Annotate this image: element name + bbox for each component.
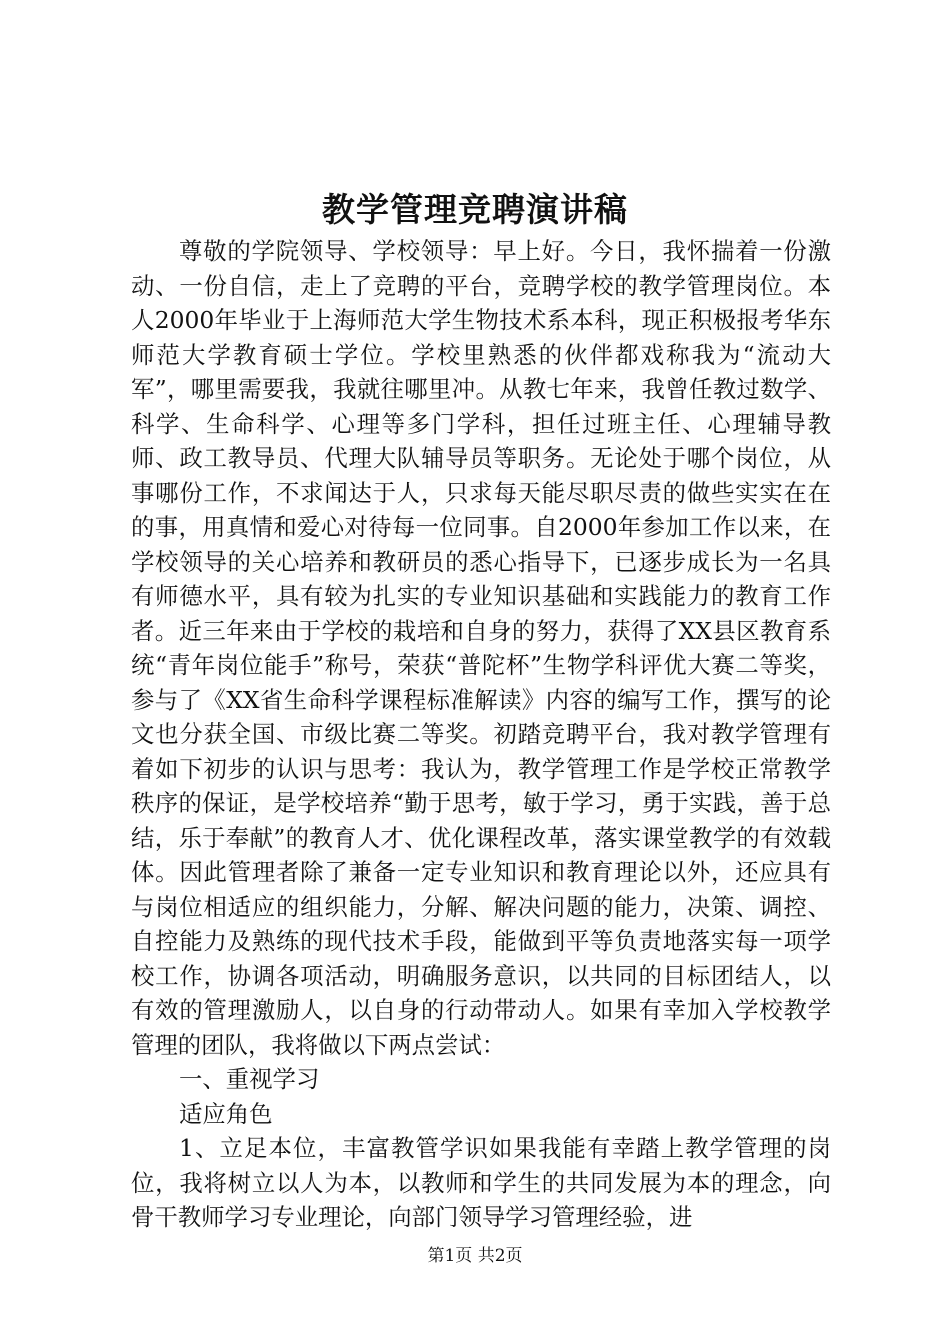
paragraph-point-1: 1、立足本位，丰富教管学识如果我能有幸踏上教学管理的岗位，我将树立以人为本，以教师和学生的共同发展为本的理念，向骨干教师学习专业理论，向部门领导学习管理经验，进 — [131, 1134, 831, 1231]
paragraph-intro: 尊敬的学院领导、学校领导：早上好。今日，我怀揣着一份激动、一份自信，走上了竞聘的平台，竞聘学校的教学管理岗位。本人2000年毕业于上海师范大学生物技术系本科，现正积极报考华东师范大学教育硕士学位。学校里熟悉的伙伴都戏称我为“流动大军”，哪里需要我，我就往哪里冲。从教七年来，我曾任教过数学、科学、生命科学、心理等多门学科，担任过班主任、心理辅导教师、政工教导员、代理大队辅导员等职务。无论处于哪个岗位，从事哪份工作，不求闻达于人，只求每天能尽职尽责的做些实实在在的事，用真情和爱心对待每一位同事。自2000年参加工作以来，在学校领导的关心培养和教研员的悉心指导下，已逐步成长为一名具有师德水平，具有较为扎实的专业知识基础和实践能力的教育工作者。近三年来由于学校的栽培和自身的努力，获得了XX县区教育系统“青年岗位能手”称号，荣获“普陀杯”生物学科评优大赛二等奖，参与了《XX省生命科学课程标准解读》内容的编写工作，撰写的论文也分获全国、市级比赛二等奖。初踏竞聘平台，我对教学管理有着如下初步的认识与思考：我认为，教学管理工作是学校正常教学秩序的保证，是学校培养“勤于思考，敏于学习，勇于实践，善于总结，乐于奉献”的教育人才、优化课程改革，落实课堂教学的有效载体。因此管理者除了兼备一定专业知识和教育理论以外，还应具有与岗位相适应的组织能力，分解、解决问题的能力，决策、调控、自控能力及熟练的现代技术手段，能做到平等负责地落实每一项学校工作，协调各项活动，明确服务意识，以共同的目标团结人，以有效的管理激励人，以自身的行动带动人。如果有幸加入学校教学管理的团队，我将做以下两点尝试： — [131, 237, 831, 1059]
document-body — [131, 234, 831, 1235]
section-heading-1: 一、重视学习 — [179, 1065, 320, 1093]
section-subheading-1: 适应角色 — [179, 1099, 273, 1128]
document-title: 教学管理竞聘演讲稿 — [322, 190, 628, 229]
page-footer: 第1页 共2页 — [427, 1246, 523, 1266]
